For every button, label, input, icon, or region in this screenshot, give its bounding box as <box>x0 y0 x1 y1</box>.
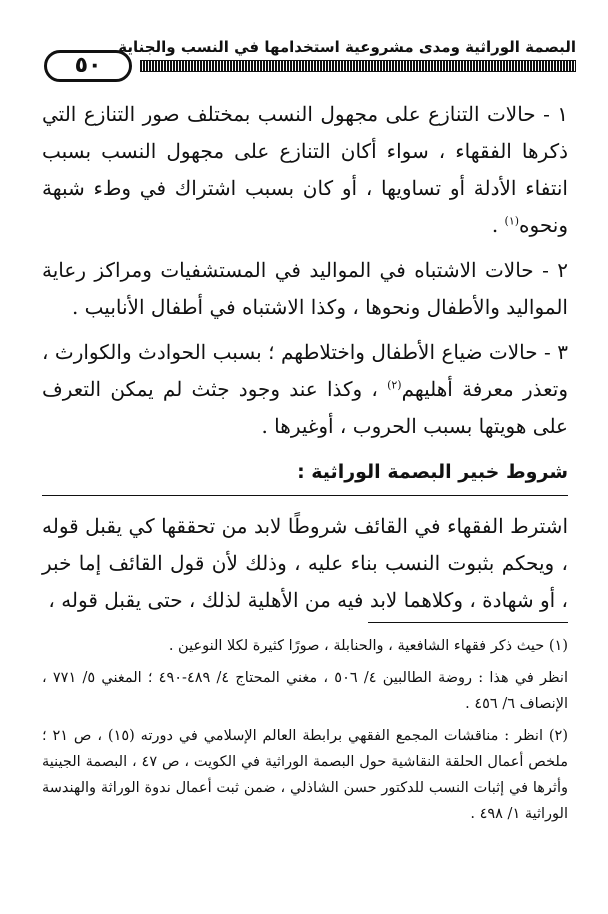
header-rule <box>140 60 576 72</box>
footnote-1-continued: انظر في هذا : روضة الطالبين ٤/ ٥٠٦ ، مغني المحتاج ٤/ ٤٨٩-٤٩٠ ؛ المغني ٥/ ٧٧١ ، الإنصاف ٦/ ٤٥٦ . <box>42 670 568 712</box>
footnotes <box>42 622 568 827</box>
page-header <box>44 38 576 82</box>
heading-rule <box>42 495 568 496</box>
footnote-1: (١) حيث ذكر فقهاء الشافعية ، والحنابلة ، صورًا كثيرة لكلا النوعين . <box>168 638 568 654</box>
paragraph-1 <box>42 96 568 244</box>
running-title: البصمة الوراثية ومدى مشروعية استخدامها في النسب والجناية <box>118 38 576 56</box>
footnote-rule <box>368 622 568 623</box>
main-text <box>42 96 568 619</box>
footnote-2: (٢) انظر : مناقشات المجمع الفقهي برابطة العالم الإسلامي في دورته (١٥) ، ص ٢١ ؛ ملخص أعمال الحلقة النقاشية حول البصمة الوراثية في الكويت ، ص ٤٧ ، البصمة الجينية وأثرها في إثبات النسب للدكتور حسن الشاذلي ، ضمن ثبت أعمال ندوة الوراثة والهندسة الوراثية ١/ ٤٩٨ . <box>42 728 568 822</box>
paragraph-3 <box>42 334 568 445</box>
section-heading: شروط خبير البصمة الوراثية : <box>297 461 568 483</box>
footnote-ref-1: (١) <box>504 214 520 228</box>
page-number: ٥٠ <box>44 50 132 82</box>
paragraph-1-end: . <box>491 213 499 237</box>
paragraph-1-text: ١ - حالات التنازع على مجهول النسب بمختلف صور التنازع التي ذكرها الفقهاء ، سواء أكان التنازع على مجهول النسب بسبب انتفاء الأدلة أو تساويها ، أو كان بسبب اشتراك في وطء شبهة ونحوه <box>42 102 568 237</box>
footnote-ref-2: (٢) <box>387 378 402 392</box>
paragraph-3-text-b: ، وكذا عند وجود جثث لم يمكن التعرف على هويتها بسبب الحروب ، أوغيرها . <box>42 377 568 438</box>
paragraph-4: اشترط الفقهاء في القائف شروطًا لابد من تحققها كي يقبل قوله ، ويحكم بثبوت النسب بناء عليه ، وذلك لأن قول القائف إما خبر ، أو شهادة ، وكلاهما لابد فيه من الأهلية لذلك ، حتى يقبل قوله ، <box>42 514 568 612</box>
paragraph-2: ٢ - حالات الاشتباه في المواليد في المستشفيات ومراكز رعاية المواليد والأطفال ونحوها ، وكذا الاشتباه في أطفال الأنابيب . <box>42 258 568 319</box>
paragraph-3-text-a: ٣ - حالات ضياع الأطفال واختلاطهم ؛ بسبب الحوادث والكوارث ، وتعذر معرفة أهليهم <box>42 340 569 401</box>
